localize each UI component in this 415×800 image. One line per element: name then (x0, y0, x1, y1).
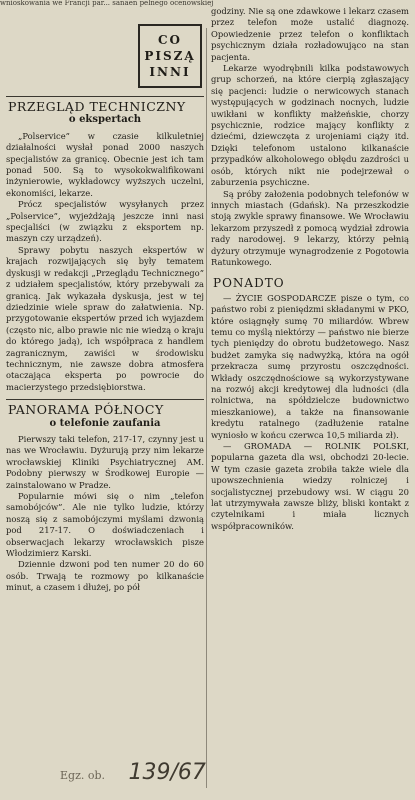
section-1-title: PRZEGLĄD TECHNICZNY (8, 99, 186, 114)
section-1-paragraph: „Polservice” w czasie kilkuletniej działalności wysłał ponad 2000 naszych specjalistów za granicę. Obecnie jest ich tam ponad 500. Są to wysokokwalifikowani inżynierowie, wykładowcy wyższych uczelni, ekonomiści, lekarze. (6, 130, 204, 198)
section-2-title: PANORAMA PÓŁNOCY (8, 402, 164, 418)
section-2-paragraph: Dziennie dzwoni pod ten numer 20 do 60 osób. Trwają te rozmowy po kilkanaście minut, a czasem i dłużej, po pół (6, 559, 204, 593)
cut-off-header-fragment: wnioskowania we Francji par... sanaen pelnego ocenowskiej (0, 0, 214, 7)
article-paragraph: Lekarze wyodrębnili kilka podstawowych grup schorzeń, na które cierpią zgłaszający się pacjenci: ludzie o nerwicowych stanach występujących w godzinach nocnych, ludzie uwikłani w konflikty małżeńskie, chorzy psychicznie, rodzice mający konflikty z dziećmi, dziewczęta z urojeniami ciąży itd. Dzięki telefonom ustalono kilkanaście przypadków alkoholowego obłędu zazdrości u osób, których nikt nie podejrzewał o zaburzenia psychiczne. (211, 63, 409, 188)
masthead-line-2: PISZĄ (144, 49, 196, 63)
section-divider (6, 96, 204, 97)
section-1-paragraph: Sprawy pobytu naszych ekspertów w krajach rozwijających się były tematem dyskusji w redakcji „Przeglądu Technicznego” z udziałem specjalistów, który przebywali za granicą. Jak wykazała dyskusja, jest w tej dziedzinie wiele spraw do załatwienia. Np. przygotowanie ekspertów przed ich wyjazdem (często nic, albo prawie nic nie wiedzą o kraju do którego jadą), ich współpraca z handlem zagranicznym, zawiści w środowisku technicznym, nie zawsze dobra atmosfera otaczająca eksperta po powrocie do macierzystego przedsiębiorstwa. (6, 244, 204, 392)
stamp-label: Egz. ob. (60, 769, 106, 782)
column-masthead (138, 24, 202, 88)
column-divider (206, 28, 207, 788)
masthead-line-1: CO (157, 33, 182, 47)
section-2-paragraph: Popularnie mówi się o nim „telefon samobójców”. Ale nie tylko ludzie, którzy noszą się z samobójczymi myślami dzwonią pod 217-17. O doświadczeniach i obserwacjach lekarzy wrocławskich pisze Włodzimierz Karski. (6, 491, 204, 559)
left-column (6, 10, 204, 594)
right-column (211, 6, 409, 532)
ponadto-paragraph: — GROMADA — ROLNIK POLSKI, popularna gazeta dla wsi, obchodzi 20-lecie. W tym czasie gazeta zrobiła także wiele dla upowszechnienia wiedzy rolniczej i socjalistycznej przebudowy wsi. W ciągu 20 lat utrzymywała zawsze bliży, bliski kontakt z czytelnikami i miała licznych współpracowników. (211, 441, 409, 531)
article-paragraph: Są próby założenia podobnych telefonów w innych miastach (Gdańsk). Na przeszkodzie stoją zwykle sprawy finansowe. We Wrocławiu lekarzom przyszedł z pomocą wydział zdrowia rady narodowej. 9 lekarzy, którzy pełnią dyżury otrzymuje wynagrodzenie z Pogotowia Ratunkowego. (211, 188, 409, 267)
masthead-line-3: INNI (149, 65, 191, 79)
section-2-subtitle: o telefonie zaufania (49, 417, 161, 429)
section-2-paragraph: Pierwszy taki telefon, 217-17, czynny jest u nas we Wrocławiu. Dyżurują przy nim lekarze wrocławskiej Kliniki Psychiatrycznej AM. Podobny pierwszy w Środkowej Europie — zainstalowano w Pradze. (6, 433, 204, 490)
handwritten-number: 139/67 (128, 760, 206, 785)
archive-stamp (60, 760, 206, 785)
ponadto-heading: PONADTO (213, 276, 285, 291)
ponadto-paragraph: — ŻYCIE GOSPODARCZE pisze o tym, co państwo robi z pieniędzmi składanymi w PKO, które osiągnęły sumę 70 miliardów. Wbrew temu co myślą niektórzy — państwo nie bierze tych pieniędzy do obrotu budżetowego. Nasz budżet zamyka się nadwyżką, która na ogół przekracza sumę przyrostu oszczędności. Wkłady oszczędnościowe są wykorzystywane na rozwój akcji kredytowej dla ludności (dla rolnictwa, na spółdzielcze budownictwo mieszkaniowe), a także na finansowanie kredytu ratalnego (zadłużenie ratalne wyniosło w końcu czerwca 10,5 miliarda zł). (211, 292, 409, 440)
continued-paragraph: godziny. Nie są one zdawkowe i lekarz czasem przez telefon może ustalić diagnozę. Opowiedzenie przez telefon o konfliktach psychicznym działa rozładowująco na stan pacjenta. (211, 6, 409, 62)
section-1-paragraph: Prócz specjalistów wysyłanych przez „Polservice”, wyjeżdżają jeszcze inni nasi specjaliści (w związku z eksportem np. maszyn czy urządzeń). (6, 199, 204, 244)
section-divider (6, 399, 204, 400)
section-1-subtitle: o ekspertach (68, 114, 142, 126)
